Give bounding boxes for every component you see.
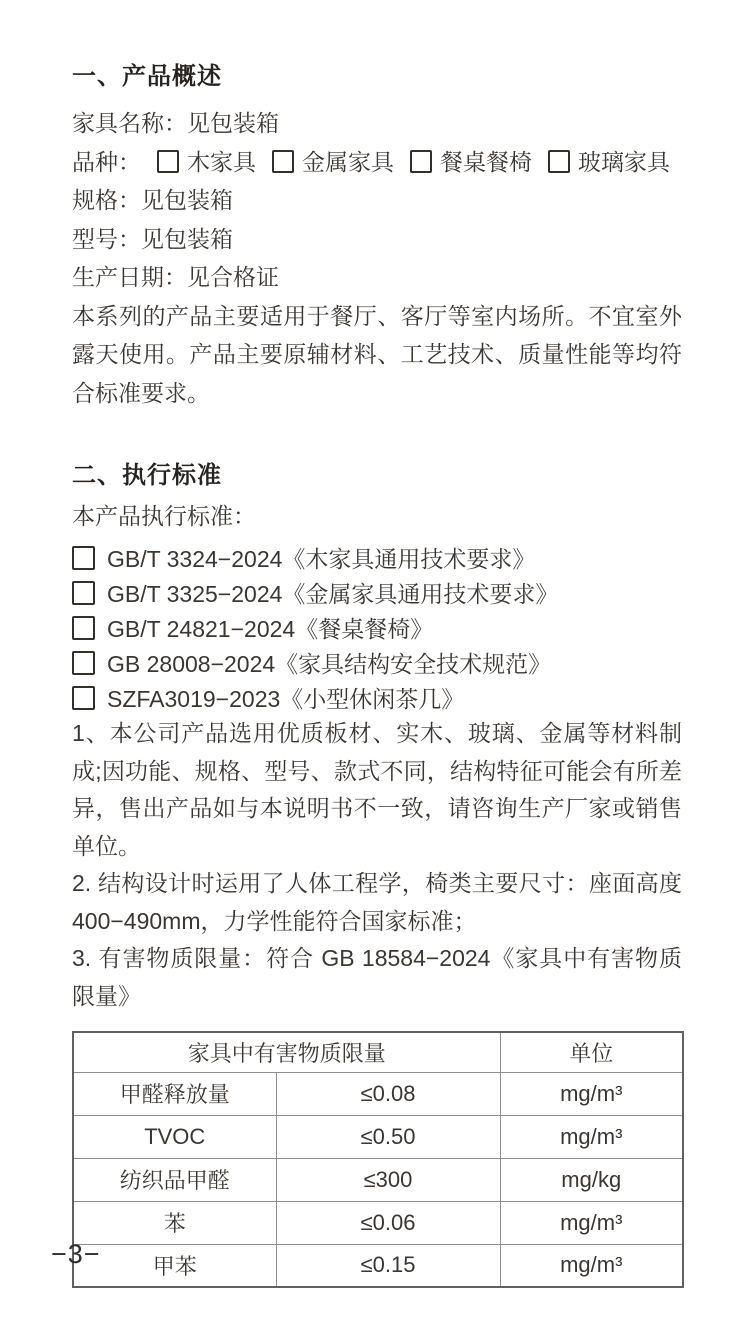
note-paragraph: 3. 有害物质限量：符合 GB 18584−2024《家具中有害物质限量》 [72, 945, 682, 1009]
field-value: 见包装箱 [187, 110, 279, 136]
cell-limit: ≤300 [276, 1158, 500, 1201]
cell-unit: mg/m³ [500, 1072, 683, 1115]
standards-intro: 本产品执行标准： [72, 503, 256, 529]
standard-item-label: GB 28008−2024《家具结构安全技术规范》 [107, 651, 552, 677]
variety-option-label: 木家具 [187, 148, 256, 175]
field-label: 品种： [72, 148, 141, 175]
standard-item [72, 540, 682, 575]
variety-option-label: 玻璃家具 [578, 148, 670, 175]
field-label: 规格： [72, 187, 141, 213]
cell-unit: mg/m³ [500, 1115, 683, 1158]
checkbox-standard-4[interactable] [72, 651, 95, 675]
cell-limit: ≤0.15 [276, 1244, 500, 1287]
checkbox-standard-3[interactable] [72, 616, 95, 640]
standard-item [72, 680, 682, 715]
cell-unit: mg/m³ [500, 1201, 683, 1244]
hazard-limits-table [72, 1031, 684, 1288]
table-header-merged: 家具中有害物质限量 [73, 1032, 500, 1072]
cell-limit: ≤0.06 [276, 1201, 500, 1244]
field-label: 家具名称： [72, 110, 187, 136]
table-row [73, 1115, 683, 1158]
standard-item [72, 645, 682, 680]
standard-item-label: GB/T 3325−2024《金属家具通用技术要求》 [107, 581, 559, 607]
checkbox-metal-furniture[interactable] [272, 150, 294, 173]
cell-substance: 甲苯 [73, 1244, 276, 1287]
checkbox-standard-1[interactable] [72, 546, 95, 570]
field-label: 型号： [72, 225, 141, 252]
checkbox-standard-5[interactable] [72, 686, 95, 710]
section2-heading: 二、执行标准 [72, 462, 222, 489]
page-content [72, 63, 682, 1288]
table-header-unit: 单位 [500, 1032, 683, 1072]
field-model [72, 220, 682, 259]
field-label: 生产日期： [72, 264, 187, 290]
cell-substance: 纺织品甲醛 [73, 1158, 276, 1201]
checkbox-glass-furniture[interactable] [548, 150, 570, 173]
cell-substance: 苯 [73, 1201, 276, 1244]
field-value: 见合格证 [187, 264, 279, 290]
page-number: −3− [51, 1239, 101, 1269]
checkbox-dining-table-chair[interactable] [410, 150, 432, 173]
field-value: 见包装箱 [141, 187, 233, 213]
table-row [73, 1072, 683, 1115]
cell-substance: 甲醛释放量 [73, 1072, 276, 1115]
cell-limit: ≤0.50 [276, 1115, 500, 1158]
variety-option-label: 餐桌餐椅 [440, 148, 532, 175]
standard-item [72, 610, 682, 645]
field-spec [72, 181, 682, 220]
note-paragraph: 1、本公司产品选用优质板材、实木、玻璃、金属等材料制成;因功能、规格、型号、款式不同，结构特征可能会有所差异，售出产品如与本说明书不一致，请咨询生产厂家或销售单位。 [72, 720, 682, 859]
section1-heading: 一、产品概述 [72, 63, 222, 90]
table-header-row [73, 1032, 683, 1072]
standard-item [72, 575, 682, 610]
field-furniture-name [72, 104, 682, 143]
table-row [73, 1244, 683, 1287]
cell-unit: mg/kg [500, 1158, 683, 1201]
table-row [73, 1201, 683, 1244]
field-variety [72, 143, 682, 182]
overview-paragraph: 本系列的产品主要适用于餐厅、客厅等室内场所。不宜室外露天使用。产品主要原辅材料、工艺技术、质量性能等均符合标准要求。 [72, 302, 682, 406]
checkbox-wood-furniture[interactable] [157, 150, 179, 173]
variety-option [548, 143, 670, 182]
variety-option-label: 金属家具 [302, 148, 394, 175]
cell-substance: TVOC [73, 1115, 276, 1158]
standard-item-label: GB/T 24821−2024《餐桌餐椅》 [107, 616, 434, 642]
variety-option [272, 143, 394, 182]
field-production-date [72, 258, 682, 297]
field-value: 见包装箱 [141, 225, 233, 252]
cell-limit: ≤0.08 [276, 1072, 500, 1115]
standard-item-label: GB/T 3324−2024《木家具通用技术要求》 [107, 546, 536, 572]
note-paragraph: 2. 结构设计时运用了人体工程学，椅类主要尺寸：座面高度400−490mm，力学性能符合国家标准； [72, 870, 682, 934]
variety-option [157, 143, 256, 182]
table-row [73, 1158, 683, 1201]
standard-item-label: SZFA3019−2023《小型休闲茶几》 [107, 686, 465, 712]
checkbox-standard-2[interactable] [72, 581, 95, 605]
variety-option [410, 143, 532, 182]
cell-unit: mg/m³ [500, 1244, 683, 1287]
